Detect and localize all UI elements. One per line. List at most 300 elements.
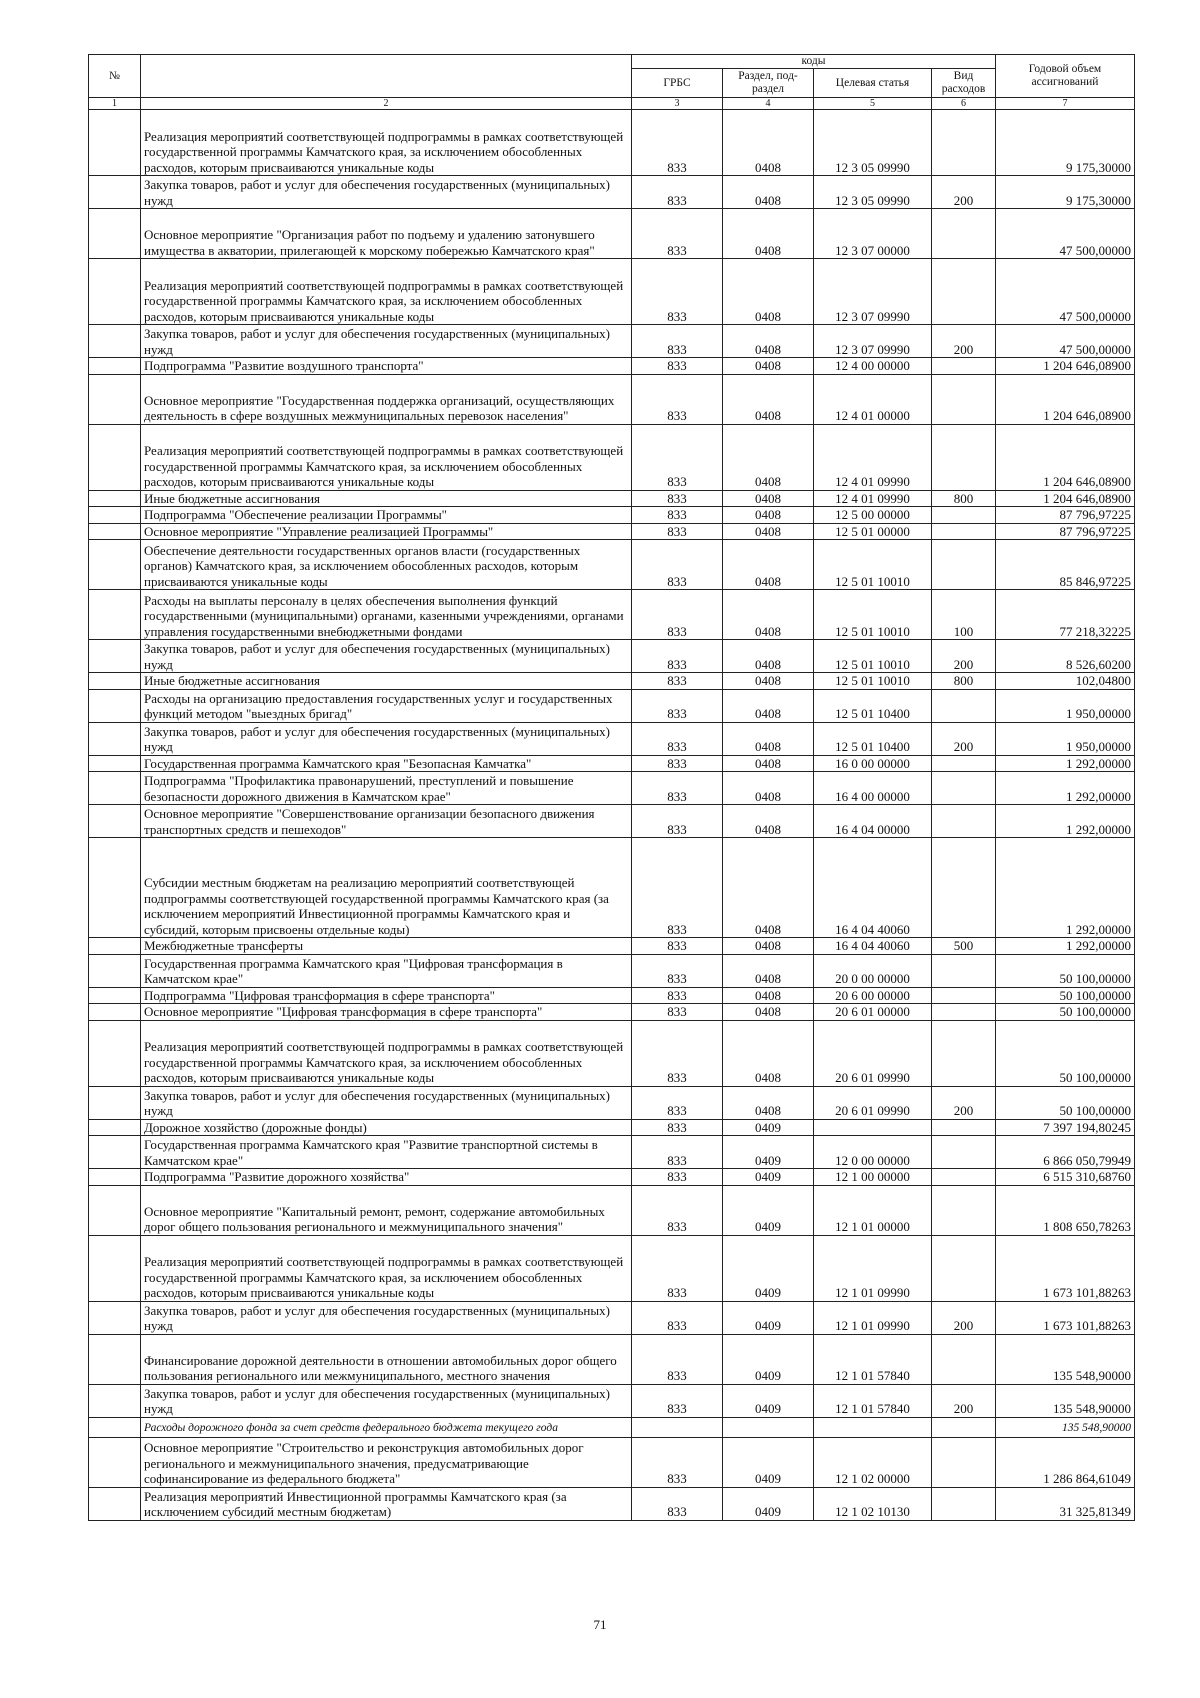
table-row <box>89 1384 1135 1417</box>
amount-cell: 9 175,30000 <box>996 110 1135 176</box>
expense-name-cell: Закупка товаров, работ и услуг для обеспечения государственных (муниципальных) нужд <box>141 1086 632 1119</box>
amount-cell: 50 100,00000 <box>996 1086 1135 1119</box>
amount-cell: 47 500,00000 <box>996 325 1135 358</box>
razdel-cell: 0408 <box>723 209 814 259</box>
grbs-cell: 833 <box>632 1169 723 1186</box>
target-article-cell: 20 6 00 00000 <box>814 987 932 1004</box>
razdel-cell: 0409 <box>723 1384 814 1417</box>
grbs-cell: 833 <box>632 1136 723 1169</box>
amount-cell: 1 950,00000 <box>996 722 1135 755</box>
expense-name-cell: Основное мероприятие "Организация работ по подъему и удалению затонувшего имущества в акватории, прилегающей к морскому побережью Камчатского края" <box>141 209 632 259</box>
target-article-cell: 12 5 01 00000 <box>814 523 932 540</box>
expense-name-cell: Подпрограмма "Развитие воздушного транспорта" <box>141 358 632 375</box>
row-number-cell <box>89 1119 141 1136</box>
row-number-cell <box>89 1487 141 1520</box>
target-article-cell: 16 4 00 00000 <box>814 772 932 805</box>
amount-cell: 7 397 194,80245 <box>996 1119 1135 1136</box>
expense-name-cell: Основное мероприятие "Управление реализацией Программы" <box>141 523 632 540</box>
expense-type-cell <box>932 523 996 540</box>
row-number-cell <box>89 1020 141 1086</box>
header-index: 6 <box>932 98 996 110</box>
expense-name-cell: Закупка товаров, работ и услуг для обеспечения государственных (муниципальных) нужд <box>141 325 632 358</box>
expense-name-cell: Расходы на организацию предоставления государственных услуг и государственных функций методом "выездных бригад" <box>141 689 632 722</box>
amount-cell: 135 548,90000 <box>996 1334 1135 1384</box>
row-number-cell <box>89 590 141 640</box>
razdel-cell: 0409 <box>723 1301 814 1334</box>
grbs-cell: 833 <box>632 209 723 259</box>
row-number-cell <box>89 954 141 987</box>
amount-cell: 6 515 310,68760 <box>996 1169 1135 1186</box>
amount-cell: 135 548,90000 <box>996 1384 1135 1417</box>
table-row <box>89 954 1135 987</box>
expense-name-cell: Реализация мероприятий соответствующей подпрограммы в рамках соответствующей государственной программы Камчатского края, за исключением обособленных расходов, которым присваиваются уникальные коды <box>141 1020 632 1086</box>
grbs-cell: 833 <box>632 1020 723 1086</box>
grbs-cell: 833 <box>632 1334 723 1384</box>
razdel-cell: 0408 <box>723 755 814 772</box>
grbs-cell: 833 <box>632 259 723 325</box>
expense-name-cell: Закупка товаров, работ и услуг для обеспечения государственных (муниципальных) нужд <box>141 722 632 755</box>
table-row <box>89 540 1135 590</box>
row-number-cell <box>89 110 141 176</box>
amount-cell: 87 796,97225 <box>996 523 1135 540</box>
table-row <box>89 1086 1135 1119</box>
grbs-cell: 833 <box>632 1086 723 1119</box>
header-index: 2 <box>141 98 632 110</box>
row-number-cell <box>89 673 141 690</box>
expense-type-cell: 500 <box>932 938 996 955</box>
table-row <box>89 590 1135 640</box>
expense-type-cell <box>932 374 996 424</box>
amount-cell: 1 204 646,08900 <box>996 490 1135 507</box>
razdel-cell: 0408 <box>723 640 814 673</box>
expense-type-cell <box>932 1004 996 1021</box>
header-grbs: ГРБС <box>632 69 723 98</box>
target-article-cell: 12 4 00 00000 <box>814 358 932 375</box>
grbs-cell: 833 <box>632 1384 723 1417</box>
expense-type-cell: 800 <box>932 673 996 690</box>
table-row <box>89 1437 1135 1487</box>
razdel-cell <box>723 1417 814 1437</box>
row-number-cell <box>89 1384 141 1417</box>
target-article-cell: 12 1 01 09990 <box>814 1235 932 1301</box>
expense-name-cell: Финансирование дорожной деятельности в отношении автомобильных дорог общего пользования регионального или межмуниципального, местного значения <box>141 1334 632 1384</box>
header-index: 3 <box>632 98 723 110</box>
grbs-cell: 833 <box>632 954 723 987</box>
table-row <box>89 722 1135 755</box>
razdel-cell: 0408 <box>723 424 814 490</box>
target-article-cell: 12 0 00 00000 <box>814 1136 932 1169</box>
grbs-cell: 833 <box>632 987 723 1004</box>
header-index: 1 <box>89 98 141 110</box>
razdel-cell: 0408 <box>723 325 814 358</box>
razdel-cell: 0408 <box>723 507 814 524</box>
header-number: № <box>89 55 141 98</box>
table-row <box>89 1185 1135 1235</box>
header-expense-type: Вид расходов <box>932 69 996 98</box>
expense-name-cell: Реализация мероприятий соответствующей подпрограммы в рамках соответствующей государственной программы Камчатского края, за исключением обособленных расходов, которым присваиваются уникальные коды <box>141 110 632 176</box>
target-article-cell: 12 4 01 09990 <box>814 424 932 490</box>
header-codes: коды <box>632 55 996 69</box>
table-row <box>89 110 1135 176</box>
target-article-cell: 12 5 01 10010 <box>814 640 932 673</box>
target-article-cell: 12 1 02 00000 <box>814 1437 932 1487</box>
expense-type-cell <box>932 755 996 772</box>
grbs-cell: 833 <box>632 640 723 673</box>
expense-type-cell <box>932 1437 996 1487</box>
expense-type-cell <box>932 1417 996 1437</box>
target-article-cell: 12 5 01 10400 <box>814 722 932 755</box>
table-row <box>89 755 1135 772</box>
expense-type-cell <box>932 1136 996 1169</box>
page-number: 71 <box>593 1617 607 1632</box>
expense-type-cell <box>932 1020 996 1086</box>
grbs-cell: 833 <box>632 838 723 938</box>
row-number-cell <box>89 755 141 772</box>
amount-cell: 77 218,32225 <box>996 590 1135 640</box>
expense-type-cell <box>932 110 996 176</box>
target-article-cell: 20 6 01 00000 <box>814 1004 932 1021</box>
expense-name-cell: Иные бюджетные ассигнования <box>141 673 632 690</box>
razdel-cell: 0409 <box>723 1136 814 1169</box>
target-article-cell: 12 5 01 10010 <box>814 590 932 640</box>
amount-cell: 8 526,60200 <box>996 640 1135 673</box>
expense-type-cell <box>932 805 996 838</box>
amount-cell: 102,04800 <box>996 673 1135 690</box>
razdel-cell: 0408 <box>723 374 814 424</box>
expense-name-cell: Закупка товаров, работ и услуг для обеспечения государственных (муниципальных) нужд <box>141 1301 632 1334</box>
amount-cell: 1 204 646,08900 <box>996 424 1135 490</box>
razdel-cell: 0408 <box>723 772 814 805</box>
expense-type-cell <box>932 1119 996 1136</box>
razdel-cell: 0408 <box>723 722 814 755</box>
row-number-cell <box>89 424 141 490</box>
table-row <box>89 490 1135 507</box>
expense-name-cell: Реализация мероприятий соответствующей подпрограммы в рамках соответствующей государственной программы Камчатского края, за исключением обособленных расходов, которым присваиваются уникальные коды <box>141 259 632 325</box>
row-number-cell <box>89 1086 141 1119</box>
razdel-cell: 0408 <box>723 689 814 722</box>
expense-name-cell: Подпрограмма "Профилактика правонарушений, преступлений и повышение безопасности дорожного движения в Камчатском крае" <box>141 772 632 805</box>
expense-name-cell: Дорожное хозяйство (дорожные фонды) <box>141 1119 632 1136</box>
row-number-cell <box>89 640 141 673</box>
header-target-article: Целевая статья <box>814 69 932 98</box>
razdel-cell: 0408 <box>723 987 814 1004</box>
table-row <box>89 838 1135 938</box>
razdel-cell: 0408 <box>723 490 814 507</box>
grbs-cell: 833 <box>632 673 723 690</box>
grbs-cell: 833 <box>632 755 723 772</box>
table-body <box>89 110 1135 1521</box>
expense-type-cell: 200 <box>932 176 996 209</box>
amount-cell: 1 292,00000 <box>996 838 1135 938</box>
row-number-cell <box>89 209 141 259</box>
target-article-cell: 20 0 00 00000 <box>814 954 932 987</box>
row-number-cell <box>89 722 141 755</box>
expense-type-cell <box>932 358 996 375</box>
razdel-cell: 0408 <box>723 110 814 176</box>
expense-name-cell: Основное мероприятие "Строительство и реконструкция автомобильных дорог регионального и межмуниципального значения, предусматривающие софинансирование из федерального бюджета" <box>141 1437 632 1487</box>
amount-cell: 1 673 101,88263 <box>996 1301 1135 1334</box>
expense-type-cell <box>932 507 996 524</box>
target-article-cell: 12 4 01 00000 <box>814 374 932 424</box>
expense-type-cell: 200 <box>932 325 996 358</box>
amount-cell: 31 325,81349 <box>996 1487 1135 1520</box>
row-number-cell <box>89 523 141 540</box>
razdel-cell: 0408 <box>723 954 814 987</box>
expense-name-cell: Основное мероприятие "Капитальный ремонт, ремонт, содержание автомобильных дорог общего пользования регионального и межмуниципального значения" <box>141 1185 632 1235</box>
row-number-cell <box>89 838 141 938</box>
expense-type-cell <box>932 1334 996 1384</box>
header-index: 5 <box>814 98 932 110</box>
grbs-cell: 833 <box>632 490 723 507</box>
amount-cell: 87 796,97225 <box>996 507 1135 524</box>
expense-type-cell <box>932 1235 996 1301</box>
target-article-cell: 12 1 01 57840 <box>814 1334 932 1384</box>
grbs-cell: 833 <box>632 722 723 755</box>
expense-name-cell: Основное мероприятие "Цифровая трансформация в сфере транспорта" <box>141 1004 632 1021</box>
expense-type-cell: 200 <box>932 1086 996 1119</box>
target-article-cell: 16 4 04 40060 <box>814 938 932 955</box>
target-article-cell: 16 4 04 40060 <box>814 838 932 938</box>
expense-type-cell <box>932 772 996 805</box>
target-article-cell <box>814 1417 932 1437</box>
row-number-cell <box>89 689 141 722</box>
table-row <box>89 772 1135 805</box>
target-article-cell: 20 6 01 09990 <box>814 1020 932 1086</box>
amount-cell: 47 500,00000 <box>996 259 1135 325</box>
expense-type-cell <box>932 954 996 987</box>
target-article-cell: 12 3 05 09990 <box>814 176 932 209</box>
expense-name-cell: Расходы дорожного фонда за счет средств федерального бюджета текущего года <box>141 1417 632 1437</box>
row-number-cell <box>89 772 141 805</box>
expense-type-cell: 200 <box>932 640 996 673</box>
table-row <box>89 1004 1135 1021</box>
amount-cell: 85 846,97225 <box>996 540 1135 590</box>
grbs-cell: 833 <box>632 590 723 640</box>
grbs-cell: 833 <box>632 1185 723 1235</box>
row-number-cell <box>89 358 141 375</box>
budget-sheet <box>88 54 1134 1521</box>
amount-cell: 6 866 050,79949 <box>996 1136 1135 1169</box>
expense-name-cell: Закупка товаров, работ и услуг для обеспечения государственных (муниципальных) нужд <box>141 1384 632 1417</box>
expense-type-cell <box>932 540 996 590</box>
razdel-cell: 0408 <box>723 259 814 325</box>
table-row <box>89 1334 1135 1384</box>
razdel-cell: 0408 <box>723 523 814 540</box>
target-article-cell: 12 1 02 10130 <box>814 1487 932 1520</box>
row-number-cell <box>89 1301 141 1334</box>
target-article-cell: 12 5 00 00000 <box>814 507 932 524</box>
table-row <box>89 358 1135 375</box>
amount-cell: 1 204 646,08900 <box>996 358 1135 375</box>
expense-type-cell: 200 <box>932 722 996 755</box>
expense-name-cell: Реализация мероприятий соответствующей подпрограммы в рамках соответствующей государственной программы Камчатского края, за исключением обособленных расходов, которым присваиваются уникальные коды <box>141 1235 632 1301</box>
amount-cell: 1 292,00000 <box>996 772 1135 805</box>
expense-type-cell: 800 <box>932 490 996 507</box>
grbs-cell: 833 <box>632 1004 723 1021</box>
table-row <box>89 689 1135 722</box>
razdel-cell: 0409 <box>723 1437 814 1487</box>
table-row <box>89 374 1135 424</box>
grbs-cell: 833 <box>632 325 723 358</box>
table-row <box>89 1020 1135 1086</box>
row-number-cell <box>89 938 141 955</box>
header-row-index <box>89 98 1135 110</box>
row-number-cell <box>89 507 141 524</box>
expense-type-cell <box>932 1185 996 1235</box>
table-row <box>89 1417 1135 1437</box>
grbs-cell: 833 <box>632 523 723 540</box>
amount-cell: 135 548,90000 <box>996 1417 1135 1437</box>
expense-name-cell: Государственная программа Камчатского края "Цифровая трансформация в Камчатском крае" <box>141 954 632 987</box>
target-article-cell: 12 1 01 00000 <box>814 1185 932 1235</box>
expense-name-cell: Обеспечение деятельности государственных органов власти (государственных органов) Камчатского края, за исключением обособленных расходов, которым присваиваются уникальные коды <box>141 540 632 590</box>
expense-name-cell: Расходы на выплаты персоналу в целях обеспечения выполнения функций государственными (муниципальными) органами, казенными учреждениями, органами управления государственными внебюджетными фондами <box>141 590 632 640</box>
expense-name-cell: Государственная программа Камчатского края "Развитие транспортной системы в Камчатском крае" <box>141 1136 632 1169</box>
expense-name-cell: Реализация мероприятий соответствующей подпрограммы в рамках соответствующей государственной программы Камчатского края, за исключением обособленных расходов, которым присваиваются уникальные коды <box>141 424 632 490</box>
expense-type-cell: 100 <box>932 590 996 640</box>
table-row <box>89 1136 1135 1169</box>
row-number-cell <box>89 325 141 358</box>
row-number-cell <box>89 374 141 424</box>
row-number-cell <box>89 1169 141 1186</box>
expense-name-cell: Иные бюджетные ассигнования <box>141 490 632 507</box>
grbs-cell: 833 <box>632 540 723 590</box>
razdel-cell: 0408 <box>723 1020 814 1086</box>
expense-name-cell: Субсидии местным бюджетам на реализацию мероприятий соответствующей подпрограммы соответствующей государственной программы Камчатского края (за исключением мероприятий Инвестиционной программы Камчатского края и субсидий, которым присвоены отдельные коды) <box>141 838 632 938</box>
razdel-cell: 0408 <box>723 838 814 938</box>
grbs-cell: 833 <box>632 1437 723 1487</box>
row-number-cell <box>89 490 141 507</box>
razdel-cell: 0409 <box>723 1169 814 1186</box>
target-article-cell: 12 4 01 09990 <box>814 490 932 507</box>
header-index: 7 <box>996 98 1135 110</box>
expense-name-cell: Подпрограмма "Развитие дорожного хозяйства" <box>141 1169 632 1186</box>
razdel-cell: 0408 <box>723 590 814 640</box>
table-row <box>89 176 1135 209</box>
target-article-cell: 12 1 00 00000 <box>814 1169 932 1186</box>
expense-type-cell <box>932 689 996 722</box>
target-article-cell: 20 6 01 09990 <box>814 1086 932 1119</box>
header-razdel: Раздел, под-раздел <box>723 69 814 98</box>
table-row <box>89 1169 1135 1186</box>
header-amount: Годовой объем ассигнований <box>996 55 1135 98</box>
header-index: 4 <box>723 98 814 110</box>
grbs-cell: 833 <box>632 374 723 424</box>
razdel-cell: 0408 <box>723 673 814 690</box>
razdel-cell: 0408 <box>723 1086 814 1119</box>
amount-cell: 1 286 864,61049 <box>996 1437 1135 1487</box>
table-row <box>89 523 1135 540</box>
expense-type-cell <box>932 838 996 938</box>
grbs-cell: 833 <box>632 1235 723 1301</box>
table-row <box>89 325 1135 358</box>
amount-cell: 1 292,00000 <box>996 938 1135 955</box>
razdel-cell: 0409 <box>723 1487 814 1520</box>
expense-name-cell: Подпрограмма "Обеспечение реализации Программы" <box>141 507 632 524</box>
amount-cell: 1 950,00000 <box>996 689 1135 722</box>
amount-cell: 50 100,00000 <box>996 1020 1135 1086</box>
expense-type-cell <box>932 259 996 325</box>
expense-type-cell: 200 <box>932 1301 996 1334</box>
razdel-cell: 0408 <box>723 358 814 375</box>
table-row <box>89 987 1135 1004</box>
row-number-cell <box>89 1235 141 1301</box>
amount-cell: 1 673 101,88263 <box>996 1235 1135 1301</box>
target-article-cell: 12 5 01 10400 <box>814 689 932 722</box>
table-row <box>89 507 1135 524</box>
razdel-cell: 0409 <box>723 1119 814 1136</box>
expense-type-cell <box>932 209 996 259</box>
table-row <box>89 1235 1135 1301</box>
table-row <box>89 805 1135 838</box>
grbs-cell: 833 <box>632 507 723 524</box>
grbs-cell: 833 <box>632 424 723 490</box>
target-article-cell: 12 1 01 09990 <box>814 1301 932 1334</box>
target-article-cell: 16 0 00 00000 <box>814 755 932 772</box>
row-number-cell <box>89 540 141 590</box>
table-row <box>89 673 1135 690</box>
grbs-cell: 833 <box>632 1119 723 1136</box>
razdel-cell: 0408 <box>723 938 814 955</box>
target-article-cell: 12 3 05 09990 <box>814 110 932 176</box>
razdel-cell: 0409 <box>723 1334 814 1384</box>
razdel-cell: 0408 <box>723 540 814 590</box>
budget-table <box>88 54 1135 1521</box>
expense-name-cell: Государственная программа Камчатского края "Безопасная Камчатка" <box>141 755 632 772</box>
expense-name-cell: Межбюджетные трансферты <box>141 938 632 955</box>
target-article-cell: 12 5 01 10010 <box>814 673 932 690</box>
row-number-cell <box>89 176 141 209</box>
table-row <box>89 1301 1135 1334</box>
expense-name-cell: Основное мероприятие "Совершенствование организации безопасного движения транспортных средств и пешеходов" <box>141 805 632 838</box>
expense-name-cell: Подпрограмма "Цифровая трансформация в сфере транспорта" <box>141 987 632 1004</box>
table-row <box>89 259 1135 325</box>
expense-type-cell <box>932 1169 996 1186</box>
table-row <box>89 938 1135 955</box>
razdel-cell: 0408 <box>723 1004 814 1021</box>
row-number-cell <box>89 1437 141 1487</box>
header-name <box>141 55 632 98</box>
grbs-cell: 833 <box>632 805 723 838</box>
grbs-cell <box>632 1417 723 1437</box>
row-number-cell <box>89 987 141 1004</box>
row-number-cell <box>89 1417 141 1437</box>
expense-type-cell <box>932 424 996 490</box>
target-article-cell: 12 5 01 10010 <box>814 540 932 590</box>
row-number-cell <box>89 1136 141 1169</box>
grbs-cell: 833 <box>632 1301 723 1334</box>
grbs-cell: 833 <box>632 772 723 805</box>
razdel-cell: 0408 <box>723 176 814 209</box>
grbs-cell: 833 <box>632 1487 723 1520</box>
target-article-cell: 12 1 01 57840 <box>814 1384 932 1417</box>
amount-cell: 1 292,00000 <box>996 805 1135 838</box>
amount-cell: 50 100,00000 <box>996 987 1135 1004</box>
table-row <box>89 209 1135 259</box>
razdel-cell: 0409 <box>723 1235 814 1301</box>
target-article-cell: 12 3 07 09990 <box>814 259 932 325</box>
amount-cell: 47 500,00000 <box>996 209 1135 259</box>
row-number-cell <box>89 259 141 325</box>
expense-name-cell: Основное мероприятие "Государственная поддержка организаций, осуществляющих деятельность в сфере воздушных межмуниципальных перевозок населения" <box>141 374 632 424</box>
target-article-cell: 12 3 07 09990 <box>814 325 932 358</box>
header-row-codes <box>89 55 1135 69</box>
row-number-cell <box>89 1334 141 1384</box>
grbs-cell: 833 <box>632 689 723 722</box>
expense-type-cell: 200 <box>932 1384 996 1417</box>
expense-name-cell: Закупка товаров, работ и услуг для обеспечения государственных (муниципальных) нужд <box>141 640 632 673</box>
amount-cell: 1 292,00000 <box>996 755 1135 772</box>
